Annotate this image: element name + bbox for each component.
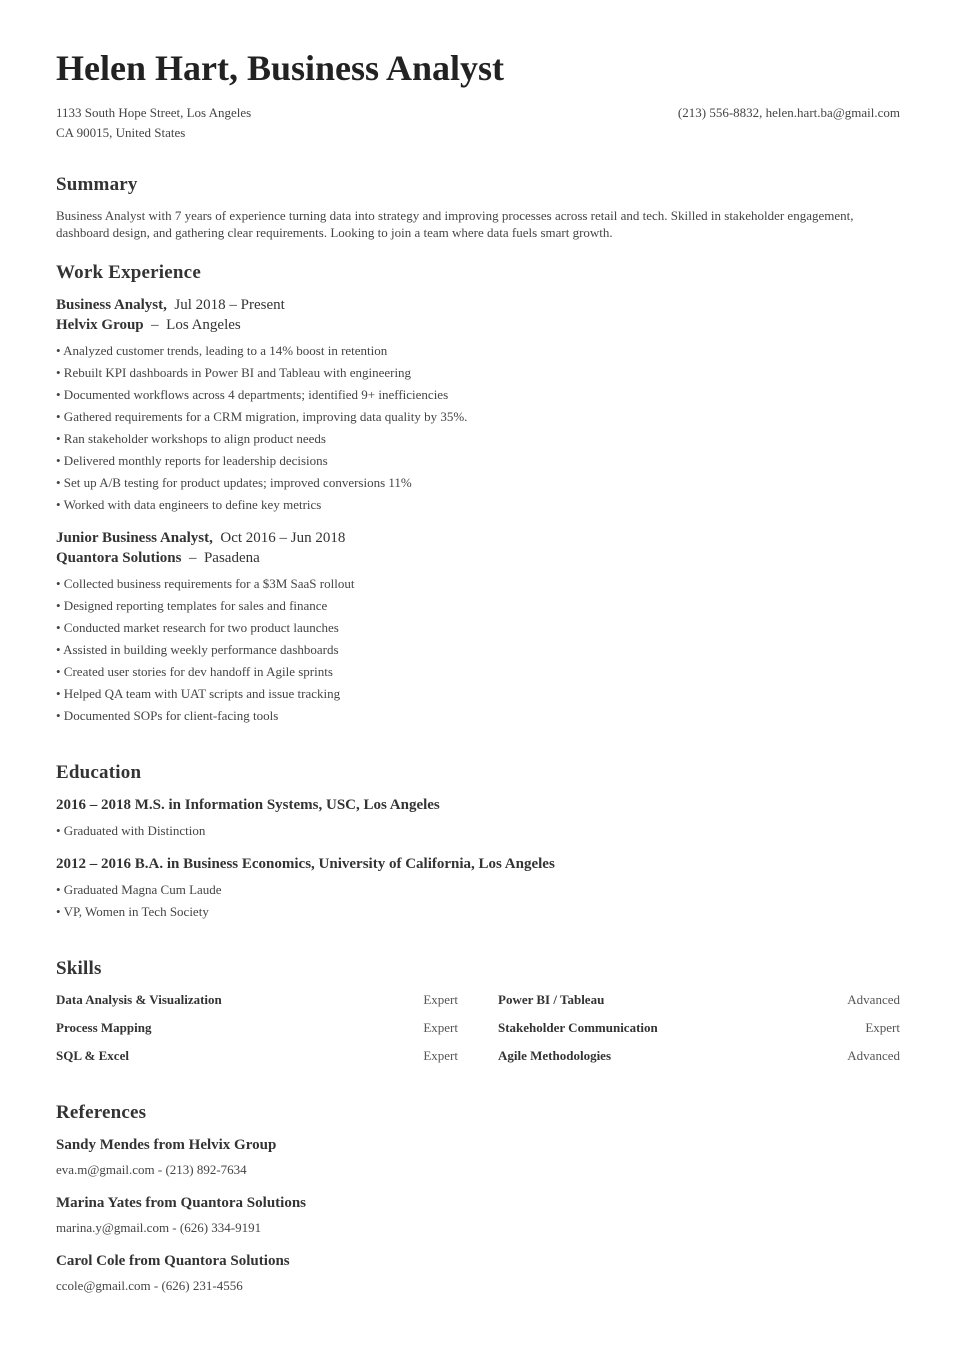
address-line-1: 1133 South Hope Street, Los Angeles bbox=[56, 105, 252, 120]
skill-level: Expert bbox=[423, 1020, 458, 1035]
list-item: • Rebuilt KPI dashboards in Power BI and Tableau with engineering bbox=[56, 365, 412, 380]
list-item: • Created user stories for dev handoff in Agile sprints bbox=[56, 664, 333, 679]
job-2-role: Junior Business Analyst, bbox=[56, 530, 213, 546]
reference-3-contact: ccole@gmail.com - (626) 231-4556 bbox=[56, 1278, 243, 1293]
reference-2-name: Marina Yates from Quantora Solutions bbox=[56, 1195, 307, 1211]
list-item: • Gathered requirements for a CRM migration, improving data quality by 35%. bbox=[56, 409, 468, 424]
reference-1-contact: eva.m@gmail.com - (213) 892-7634 bbox=[56, 1162, 247, 1177]
references-heading: References bbox=[56, 1102, 147, 1123]
education-2-bullets bbox=[56, 879, 222, 923]
list-item: • Worked with data engineers to define key metrics bbox=[56, 497, 322, 512]
job-2-title-line bbox=[56, 528, 345, 548]
summary-text: Business Analyst with 7 years of experience turning data into strategy and improving processes across retail and tech. Skilled in stakeholder engagement, dashboard design, and gathering clear requirements. Looking to join a team where data fuels smart growth. bbox=[56, 208, 854, 240]
education-1-bullets bbox=[56, 820, 205, 842]
contact-info: (213) 556-8832, helen.hart.ba@gmail.com bbox=[677, 105, 900, 120]
skill-name: Agile Methodologies bbox=[498, 1048, 612, 1063]
skill-level: Advanced bbox=[847, 1048, 900, 1063]
skill-level: Expert bbox=[865, 1020, 900, 1035]
work-experience-heading: Work Experience bbox=[56, 262, 201, 283]
job-2-company-line bbox=[56, 548, 260, 568]
skill-name: Process Mapping bbox=[56, 1020, 152, 1035]
skill-name: Stakeholder Communication bbox=[498, 1020, 658, 1035]
skill-name: Data Analysis & Visualization bbox=[56, 992, 222, 1007]
list-item: • Graduated with Distinction bbox=[56, 823, 206, 838]
job-1-dates: Jul 2018 – Present bbox=[174, 297, 285, 313]
job-1-role: Business Analyst, bbox=[56, 297, 167, 313]
address-block bbox=[56, 103, 251, 143]
skills-row bbox=[56, 990, 900, 1018]
skills-heading: Skills bbox=[56, 958, 102, 979]
list-item: • Collected business requirements for a $3M SaaS rollout bbox=[56, 576, 355, 591]
list-item: • Delivered monthly reports for leadership decisions bbox=[56, 453, 328, 468]
job-1-title-line bbox=[56, 295, 285, 315]
resume-name-title: Helen Hart, Business Analyst bbox=[56, 48, 505, 88]
job-2-company: Quantora Solutions bbox=[56, 550, 182, 566]
summary-heading: Summary bbox=[56, 174, 138, 195]
list-item: • Documented workflows across 4 departments; identified 9+ inefficiencies bbox=[56, 387, 449, 402]
job-2-dates: Oct 2016 – Jun 2018 bbox=[220, 530, 346, 546]
job-1-company: Helvix Group bbox=[56, 317, 144, 333]
skills-row bbox=[56, 1018, 900, 1046]
reference-3-name: Carol Cole from Quantora Solutions bbox=[56, 1253, 290, 1269]
job-1-separator: – bbox=[151, 317, 159, 333]
list-item: • Documented SOPs for client-facing tools bbox=[56, 708, 279, 723]
skill-name: SQL & Excel bbox=[56, 1048, 129, 1063]
job-1-location: Los Angeles bbox=[166, 317, 241, 333]
list-item: • Graduated Magna Cum Laude bbox=[56, 882, 222, 897]
job-1-bullets bbox=[56, 340, 467, 516]
job-2-separator: – bbox=[188, 550, 197, 566]
skill-level: Expert bbox=[423, 992, 458, 1007]
list-item: • Conducted market research for two product launches bbox=[56, 620, 339, 635]
reference-1-name: Sandy Mendes from Helvix Group bbox=[56, 1137, 277, 1153]
job-1-company-line bbox=[56, 315, 241, 335]
list-item: • Helped QA team with UAT scripts and issue tracking bbox=[56, 686, 341, 701]
job-2-location: Pasadena bbox=[203, 550, 260, 566]
skills-row bbox=[56, 1046, 900, 1074]
list-item: • Analyzed customer trends, leading to a 14% boost in retention bbox=[56, 343, 388, 358]
education-heading: Education bbox=[56, 762, 142, 783]
education-2-heading: 2012 – 2016 B.A. in Business Economics, University of California, Los Angeles bbox=[56, 856, 555, 872]
education-1-heading: 2016 – 2018 M.S. in Information Systems, USC, Los Angeles bbox=[56, 797, 440, 813]
list-item: • Ran stakeholder workshops to align product needs bbox=[56, 431, 326, 446]
list-item: • Set up A/B testing for product updates; improved conversions 11% bbox=[56, 475, 412, 490]
skill-level: Advanced bbox=[847, 992, 900, 1007]
list-item: • Assisted in building weekly performance dashboards bbox=[56, 642, 339, 657]
skill-name: Power BI / Tableau bbox=[498, 992, 605, 1007]
reference-2-contact: marina.y@gmail.com - (626) 334-9191 bbox=[56, 1220, 262, 1235]
skills-table bbox=[56, 990, 900, 1074]
list-item: • VP, Women in Tech Society bbox=[56, 904, 209, 919]
skill-level: Expert bbox=[423, 1048, 458, 1063]
list-item: • Designed reporting templates for sales and finance bbox=[56, 598, 328, 613]
address-line-2: CA 90015, United States bbox=[56, 125, 186, 140]
job-2-bullets bbox=[56, 573, 354, 727]
